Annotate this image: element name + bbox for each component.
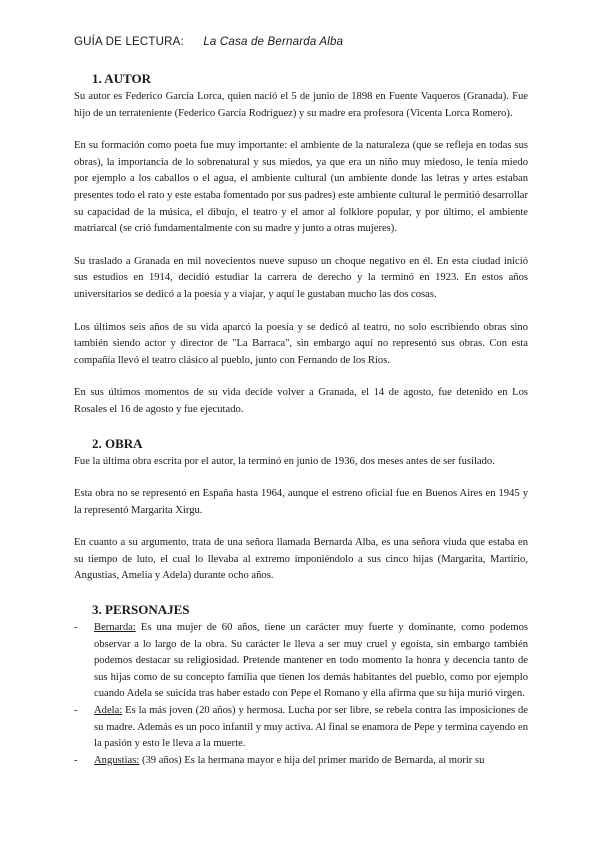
character-description: Es una mujer de 60 años, tiene un carácter muy fuerte y dominante, como podemos observar a lo largo de la obra. Su carácter le lleva a ser muy cruel y egoísta, sin embargo también podemos destacar su religiosidad. Pretende mantener en todo momento la honra y decencia tanto de sus hijas como de su concepto familia que tienen los demás habitantes del pueblo, como por ejemplo cuando Adela se suicida tras haber estado con Pepe el Romano y ella afirma que su hija murió virgen. [94, 622, 528, 700]
autor-paragraph-4: Los últimos seis años de su vida aparcó la poesía y se dedicó al teatro, no solo escribiendo obras sino también siendo actor y director de "La Barraca", sin embargo aquí no representó sus obras. Con esta compañía llevó el teatro clásico al pueblo, junto con Fernando de los Ríos. [74, 321, 528, 366]
section-heading-autor: 1. AUTOR [92, 71, 151, 86]
section-personajes [74, 601, 528, 769]
list-item [74, 753, 528, 770]
section-obra [74, 435, 528, 586]
autor-paragraph-1: Su autor es Federico García Lorca, quien nació el 5 de junio de 1898 en Fuente Vaqueros (Granada). Fue hijo de un terrateniente (Federico García Rodríguez) y su madre era profesora (Vicenta Lorca Romero). [74, 91, 528, 119]
list-bullet: - [74, 705, 78, 717]
character-list [74, 620, 528, 769]
list-item [74, 620, 528, 703]
character-description: Es la más joven (20 años) y hermosa. Lucha por ser libre, se rebela contra las imposiciones de su madre. Además es un poco infantil y muy activa. Al final se enamora de Pepe y termina cayendo en la pasión y esto le lleva a la muerte. [94, 705, 528, 750]
obra-paragraph-1: Fue la última obra escrita por el autor, la terminó en junio de 1936, dos meses antes de ser fusilado. [74, 455, 495, 467]
document-body [74, 70, 528, 769]
autor-paragraph-5: En sus últimos momentos de su vida decide volver a Granada, el 14 de agosto, fue detenido en Los Rosales el 16 de agosto y fue ejecutado. [74, 387, 528, 415]
character-name: Bernarda: [94, 622, 136, 634]
autor-paragraph-3: Su traslado a Granada en mil novecientos nueve supuso un choque negativo en él. En esta ciudad inició sus estudios en 1914, decidió estudiar la carrera de derecho y la terminó en 1923. En estos años universitarios se dedicó a la poesía y a viajar, y aquí le gustaban mucho las dos cosas. [74, 255, 528, 300]
page-header [74, 36, 343, 48]
header-subject: La Casa de Bernarda Alba [203, 36, 344, 48]
character-description: (39 años) Es la hermana mayor e hija del primer marido de Bernarda, al morir su [139, 754, 485, 766]
autor-paragraph-2: En su formación como poeta fue muy importante: el ambiente de la naturaleza (que se refleja en todas sus obras), la importancia de lo sobrenatural y sus miedos, ya que era un niño muy miedoso, le tenía miedo por ejemplo a los caballos o el agua, el ambiente cultural (un ambiente donde las letras y artes estaban presentes todo el rato y este estaba fomentado por sus padres) este ambiente cultural le permitió desarrollar su capacidad de la música, el dibujo, el teatro y el amor al folklore popular, y por último, el ambiente matriarcal (se crió fundamentalmente con su madre y junto a otras mujeres). [74, 140, 528, 235]
section-heading-obra: 2. OBRA [92, 435, 143, 451]
character-name: Angustias: [94, 754, 140, 766]
section-autor [74, 70, 528, 419]
section-heading-personajes: 3. PERSONAJES [92, 602, 190, 618]
list-bullet: - [74, 754, 78, 766]
character-name: Adela: [94, 705, 123, 717]
list-bullet: - [74, 622, 78, 634]
header-label: GUÍA DE LECTURA: [74, 36, 184, 48]
obra-paragraph-3: En cuanto a su argumento, trata de una señora llamada Bernarda Alba, es una señora viuda que estaba en su tiempo de luto, el cual lo llevaba al extremo imponiéndolo a sus cinco hijas (Margarita, Martirio, Angustias, Amelia y Adela) durante ocho años. [74, 537, 528, 582]
list-item [74, 703, 528, 753]
obra-paragraph-2: Esta obra no se representó en España hasta 1964, aunque el estreno oficial fue en Buenos Aires en 1945 y la representó Margarita Xirgu. [74, 488, 528, 516]
